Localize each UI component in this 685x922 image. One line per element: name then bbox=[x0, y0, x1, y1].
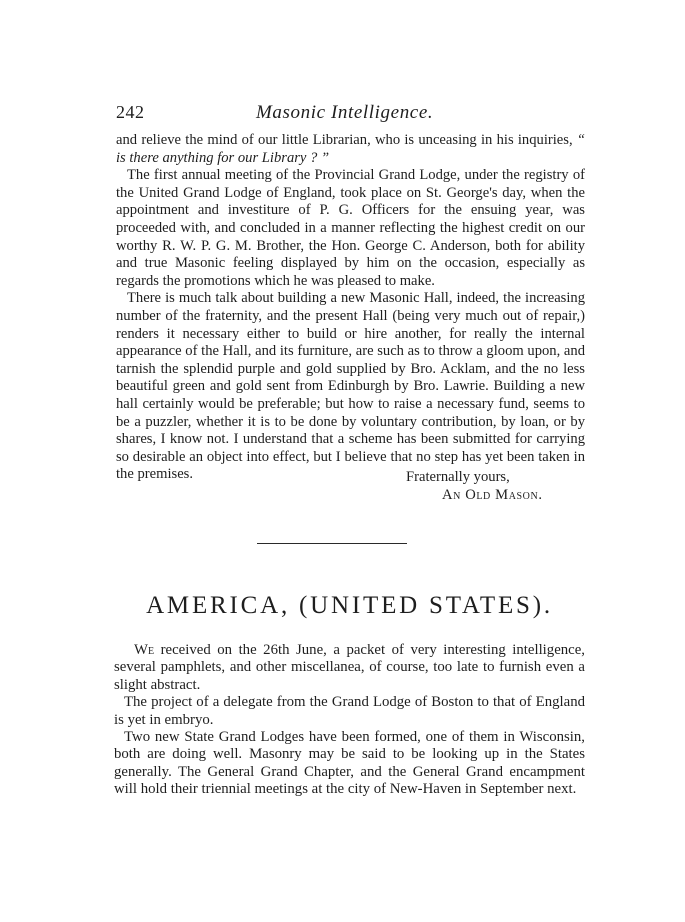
section-lead-word: We bbox=[134, 642, 155, 658]
running-title: Masonic Intelligence. bbox=[256, 102, 434, 123]
letter-body bbox=[116, 132, 585, 484]
letter-signoff bbox=[116, 468, 585, 504]
signature: An Old Mason. bbox=[442, 487, 543, 503]
page-number: 242 bbox=[116, 102, 145, 122]
library-quote: “ is there anything for our Library ? ” bbox=[116, 132, 585, 166]
letter-paragraph-1-text: and relieve the mind of our little Librarian, who is unceasing in his inquiries, bbox=[116, 132, 577, 148]
letter-paragraph-1 bbox=[116, 132, 585, 167]
valediction: Fraternally yours, bbox=[406, 469, 510, 485]
section-divider bbox=[257, 543, 407, 544]
page-header bbox=[116, 102, 586, 124]
section-heading: AMERICA, (UNITED STATES). bbox=[146, 592, 553, 619]
section-body bbox=[114, 642, 585, 799]
letter-paragraph-3: There is much talk about building a new Masonic Hall, indeed, the increasing number of the fraternity, and the present Hall (being very much out of repair,) renders it necessary either to build or hire another, for really the internal appearance of the Hall, and its furniture, are such as to throw a gloom upon, and tarnish the splendid purple and gold supplied by Bro. Acklam, and the no less beautiful green and gold sent from Edinburgh by Bro. Lawrie. Building a new hall certainly would be preferable; but how to raise a necessary fund, seems to be a puzzler, whether it is to be done by voluntary contribution, by loan, or by shares, I know not. I understand that a scheme has been submitted for carrying so desirable an object into effect, but I believe that no step has yet been taken in the premises. bbox=[116, 290, 585, 483]
section-paragraph-3: Two new State Grand Lodges have been formed, one of them in Wisconsin, both are doing well. Masonry may be said to be looking up in the States generally. The General Grand Chapter, and the General Grand encampment will hold their triennial meetings at the city of New-Haven in September next. bbox=[114, 729, 585, 798]
letter-paragraph-2: The first annual meeting of the Provincial Grand Lodge, under the registry of the United Grand Lodge of England, took place on St. George's day, when the appointment and investiture of P. G. Officers for the ensuing year, was proceeded with, and concluded in a manner reflecting the highest credit on our worthy R. W. P. G. M. Brother, the Hon. George C. Anderson, both for ability and true Masonic feeling displayed by him on the occasion, especially as regards the promotions which he was pleased to make. bbox=[116, 167, 585, 289]
section-paragraph-1 bbox=[114, 642, 585, 694]
section-paragraph-2: The project of a delegate from the Grand Lodge of Boston to that of England is yet in embryo. bbox=[114, 694, 585, 728]
section-paragraph-1-text: received on the 26th June, a packet of very interesting intelligence, several pamphlets, and other miscellanea, of course, too late to furnish even a slight abstract. bbox=[114, 642, 585, 693]
